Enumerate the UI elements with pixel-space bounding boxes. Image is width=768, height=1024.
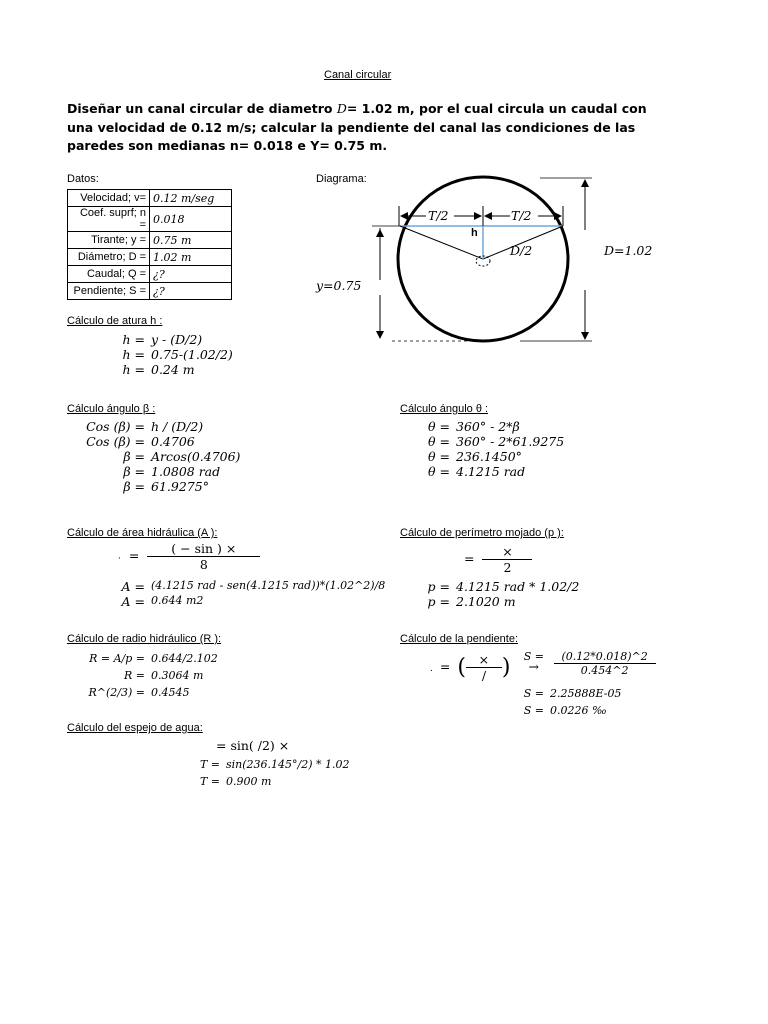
pendiente-fraction: S = $\frac{(0.12*0.018)\^{}2}{0.454\^{}2}$ <box>520 650 656 677</box>
beta-calc: Cos (β) = h / (D/2) Cos (β) = 0.4706 β = Arcos(0.4706) β = 1.0808 rad β = 61.9275° <box>86 419 241 494</box>
problem-statement: Diseñar un canal circular de diametro D= 1.02 m, por el cual circula un caudal con una velocidad de 0.12 m/s; calcular la pendiente del canal las condiciones de las paredes son medianas n= 0.018 e Y= 0.75 m. <box>67 101 647 153</box>
t-half-left-label: T/2 <box>428 208 449 223</box>
perimetro-heading: Cálculo de perímetro mojado (p ): <box>400 527 564 539</box>
radio-calc: R = A/p = 0.644/2.102 R = 0.3064 m R^(2/3) = 0.4545 <box>88 652 218 699</box>
espejo-formula: = sin( /2) × <box>216 738 290 753</box>
table-row: Tirante; y = 0.75 m <box>68 232 232 249</box>
datos-label: Datos: <box>67 173 99 185</box>
perimetro-calc: p = 4.1215 rad * 1.02/2 p = 2.1020 m <box>427 579 580 609</box>
area-formula: . = $\frac{( - \sin ) \times}{8}$ <box>118 541 260 572</box>
d-half-label: D/2 <box>510 243 533 258</box>
table-row: Velocidad; v= 0.12 m/seg <box>68 190 232 207</box>
area-heading: Cálculo de área hidráulica (A ): <box>67 527 218 539</box>
beta-heading: Cálculo ángulo β : <box>67 403 156 415</box>
datos-table <box>67 189 232 300</box>
circular-channel-diagram <box>370 170 653 350</box>
perimetro-formula: = $\frac{\times}{2}$ <box>464 544 532 575</box>
table-row: Coef. suprf; n = 0.018 <box>68 207 232 232</box>
diagrama-label: Diagrama: <box>316 173 367 185</box>
table-row: Diámetro; D = 1.02 m <box>68 249 232 266</box>
pendiente-formula: . = ( $\frac{\times}{/}$ ) → <box>430 652 539 683</box>
h-label: h <box>471 227 478 239</box>
theta-heading: Cálculo ángulo θ : <box>400 403 489 415</box>
pendiente-calc: S = 2.25888E-05 S = 0.0226 ‰ <box>523 687 622 717</box>
altura-heading: Cálculo de atura h : <box>67 315 163 327</box>
page-title: Canal circular <box>324 69 392 81</box>
theta-calc: θ = 360° - 2*β θ = 360° - 2*61.9275 θ = 236.1450° θ = 4.1215 rad <box>428 419 565 479</box>
espejo-calc: T = sin(236.145°/2) * 1.02 T = 0.900 m <box>199 758 350 788</box>
t-half-right-label: T/2 <box>511 208 532 223</box>
pendiente-heading: Cálculo de la pendiente: <box>400 633 519 645</box>
table-row: Pendiente; S = ¿? <box>68 283 232 300</box>
radio-heading: Cálculo de radio hidráulico (R ): <box>67 633 222 645</box>
altura-calc: h = y - (D/2) h = 0.75-(1.02/2) h = 0.24 m <box>122 332 233 377</box>
y-label: y=0.75 <box>316 278 362 293</box>
d-full-label: D=1.02 <box>604 243 653 258</box>
area-calc: A = (4.1215 rad - sen(4.1215 rad))*(1.02^2)/8 A = 0.644 m2 <box>121 579 386 609</box>
table-row: Caudal; Q = ¿? <box>68 266 232 283</box>
espejo-heading: Cálculo del espejo de agua: <box>67 722 203 734</box>
